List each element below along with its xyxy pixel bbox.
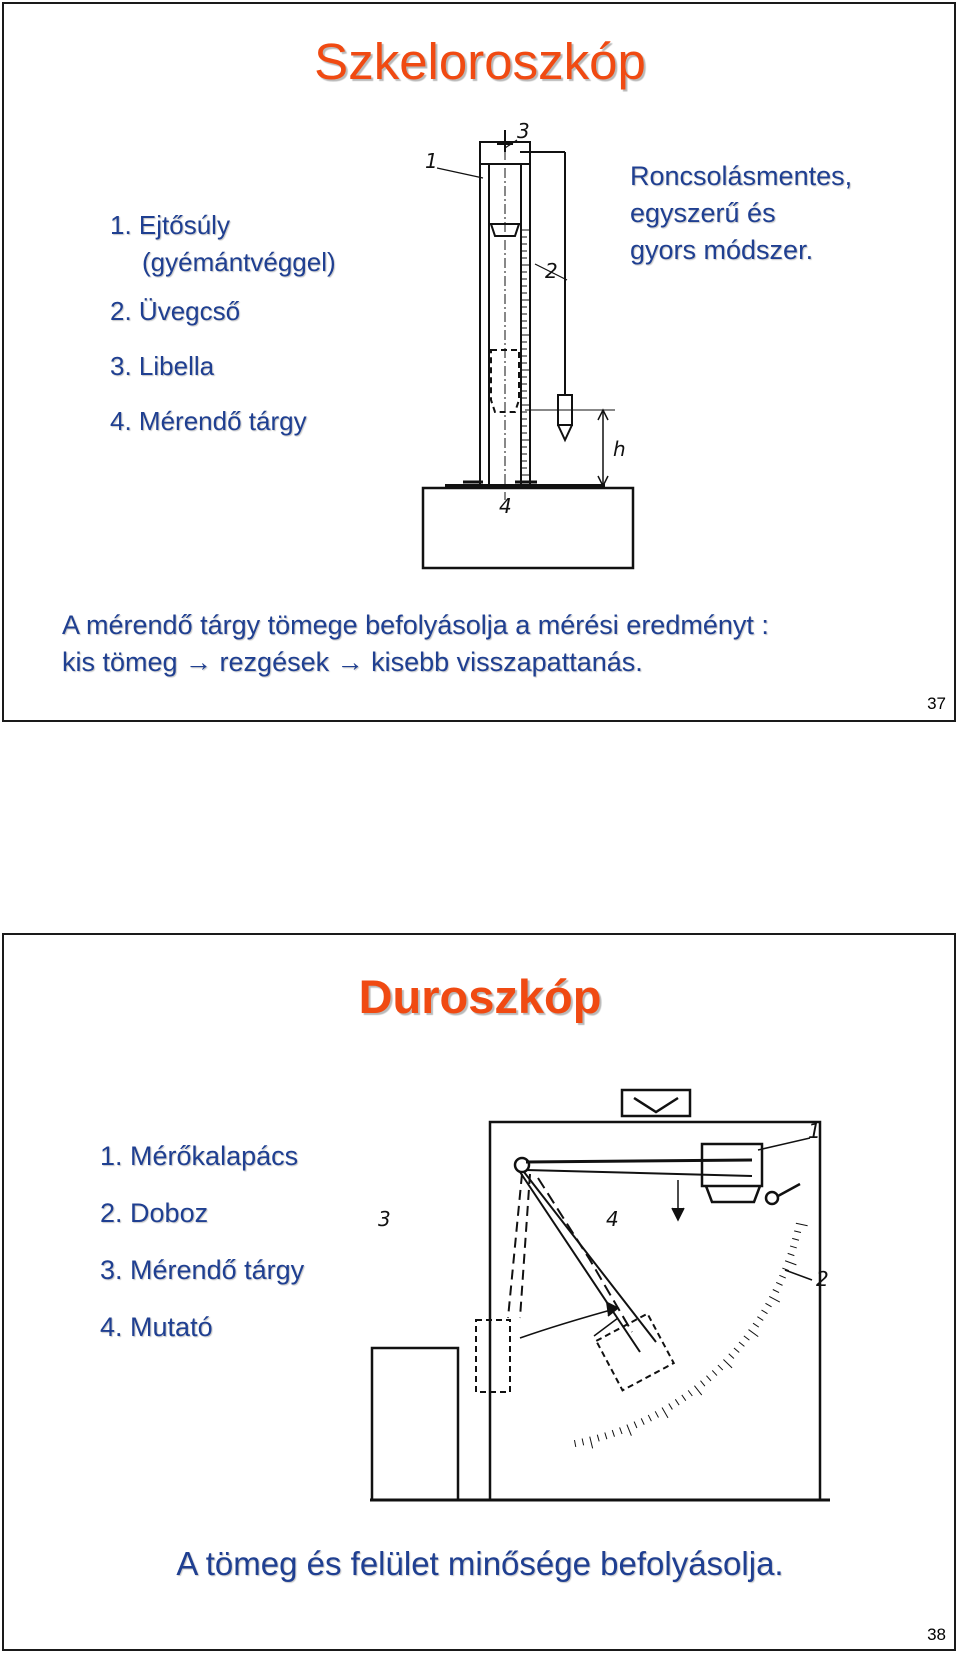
duroscope-diagram <box>360 1080 880 1510</box>
dial-tick <box>776 1282 782 1285</box>
dial-tick <box>749 1330 759 1337</box>
dial-tick <box>655 1411 658 1417</box>
caption-line: kis tömeg → rezgések → kisebb visszapattanás. <box>62 647 643 677</box>
item-number: 2. <box>110 296 132 326</box>
dial-tick <box>790 1246 797 1248</box>
dial-tick <box>662 1407 668 1417</box>
dial-tick <box>744 1336 750 1340</box>
list-item <box>110 207 336 281</box>
dial-tick <box>612 1430 614 1437</box>
item-label: Libella <box>138 351 215 381</box>
item-label: Mérendő tárgy <box>130 1255 305 1285</box>
dial-tick <box>765 1303 771 1306</box>
item-label: Üvegcső <box>138 296 241 326</box>
dial-tick <box>788 1253 795 1255</box>
dial-tick <box>641 1418 644 1424</box>
diagram-label-2: 2 <box>816 1267 829 1291</box>
dial-tick <box>688 1390 692 1396</box>
item-number: 3. <box>100 1255 123 1285</box>
dial-tick <box>779 1275 785 1278</box>
list-item <box>100 1128 304 1185</box>
item-label: Mutató <box>130 1312 213 1342</box>
dial-tick <box>605 1432 607 1439</box>
slide1-title: Szkeloroszkóp <box>314 33 646 90</box>
note-line: Roncsolásmentes, <box>630 161 853 191</box>
dial-tick <box>723 1360 732 1368</box>
dial-tick <box>794 1231 801 1233</box>
page-number: 38 <box>927 1625 946 1644</box>
item-number: 4. <box>110 406 132 436</box>
dial-tick <box>762 1310 768 1314</box>
diagram-label-1: 1 <box>425 149 438 173</box>
dial-tick <box>734 1348 739 1353</box>
slide1-note <box>630 158 852 269</box>
note-line: egyszerű és <box>630 198 776 228</box>
list-item <box>100 1242 304 1299</box>
dial-tick <box>634 1422 637 1428</box>
diagram-label-1: 1 <box>808 1119 821 1143</box>
dial-tick <box>792 1238 799 1240</box>
dial-tick <box>700 1381 704 1386</box>
list-item <box>110 293 336 330</box>
dial-tick <box>620 1427 622 1434</box>
list-item <box>100 1299 304 1356</box>
slide2-caption: A tömeg és felület minősége befolyásolja. <box>176 1545 784 1582</box>
slide2-title: Duroszkóp <box>358 970 602 1023</box>
item-number: 3. <box>110 351 132 381</box>
dial-tick <box>694 1386 701 1395</box>
item-number: 4. <box>100 1312 123 1342</box>
diagram-label-2: 2 <box>545 259 558 283</box>
dial-tick <box>648 1415 651 1421</box>
diagram-label-4: 4 <box>606 1207 619 1231</box>
diagram-label-h: h <box>613 437 626 461</box>
item-number: 2. <box>100 1198 123 1228</box>
dial-tick <box>582 1438 584 1445</box>
slide1-part-list <box>110 207 336 458</box>
caption-line: A mérendő tárgy tömege befolyásolja a mérési eredményt : <box>62 610 769 640</box>
dial-tick <box>574 1440 575 1447</box>
dial-tick <box>682 1395 686 1401</box>
dial-tick <box>712 1370 717 1375</box>
dial-tick <box>757 1317 763 1321</box>
slide1-caption <box>62 607 769 681</box>
diagram-label-3: 3 <box>378 1207 391 1231</box>
diagram-label-3: 3 <box>517 120 530 143</box>
dial-tick <box>590 1437 593 1449</box>
note-line: gyors módszer. <box>630 235 814 265</box>
dial-tick <box>706 1376 711 1381</box>
item-number: 1. <box>110 210 132 240</box>
item-label: Doboz <box>130 1198 209 1228</box>
page-number: 37 <box>927 694 946 713</box>
dial-tick <box>669 1403 673 1409</box>
dial-tick <box>597 1435 599 1442</box>
item-number: 1. <box>100 1141 123 1171</box>
slide2-part-list <box>100 1128 304 1356</box>
dial-tick <box>753 1323 759 1327</box>
item-label: Mérőkalapács <box>130 1141 299 1171</box>
list-item <box>100 1185 304 1242</box>
dial-tick <box>718 1365 723 1370</box>
item-label: Ejtősúly <box>138 210 230 240</box>
scleroscope-diagram <box>405 120 645 575</box>
dial-tick <box>769 1296 780 1302</box>
list-item <box>110 348 336 385</box>
list-item <box>110 403 336 440</box>
dial-tick <box>796 1223 808 1225</box>
dial-tick <box>675 1399 679 1405</box>
dial-tick <box>773 1289 779 1292</box>
dial-tick <box>729 1354 734 1359</box>
dial-tick <box>785 1261 796 1265</box>
dial-tick <box>627 1425 631 1436</box>
item-label: Mérendő tárgy <box>138 406 307 436</box>
diagram-label-4: 4 <box>499 494 512 518</box>
item-label-cont: (gyémántvéggel) <box>142 247 336 277</box>
dial-tick <box>739 1342 744 1346</box>
